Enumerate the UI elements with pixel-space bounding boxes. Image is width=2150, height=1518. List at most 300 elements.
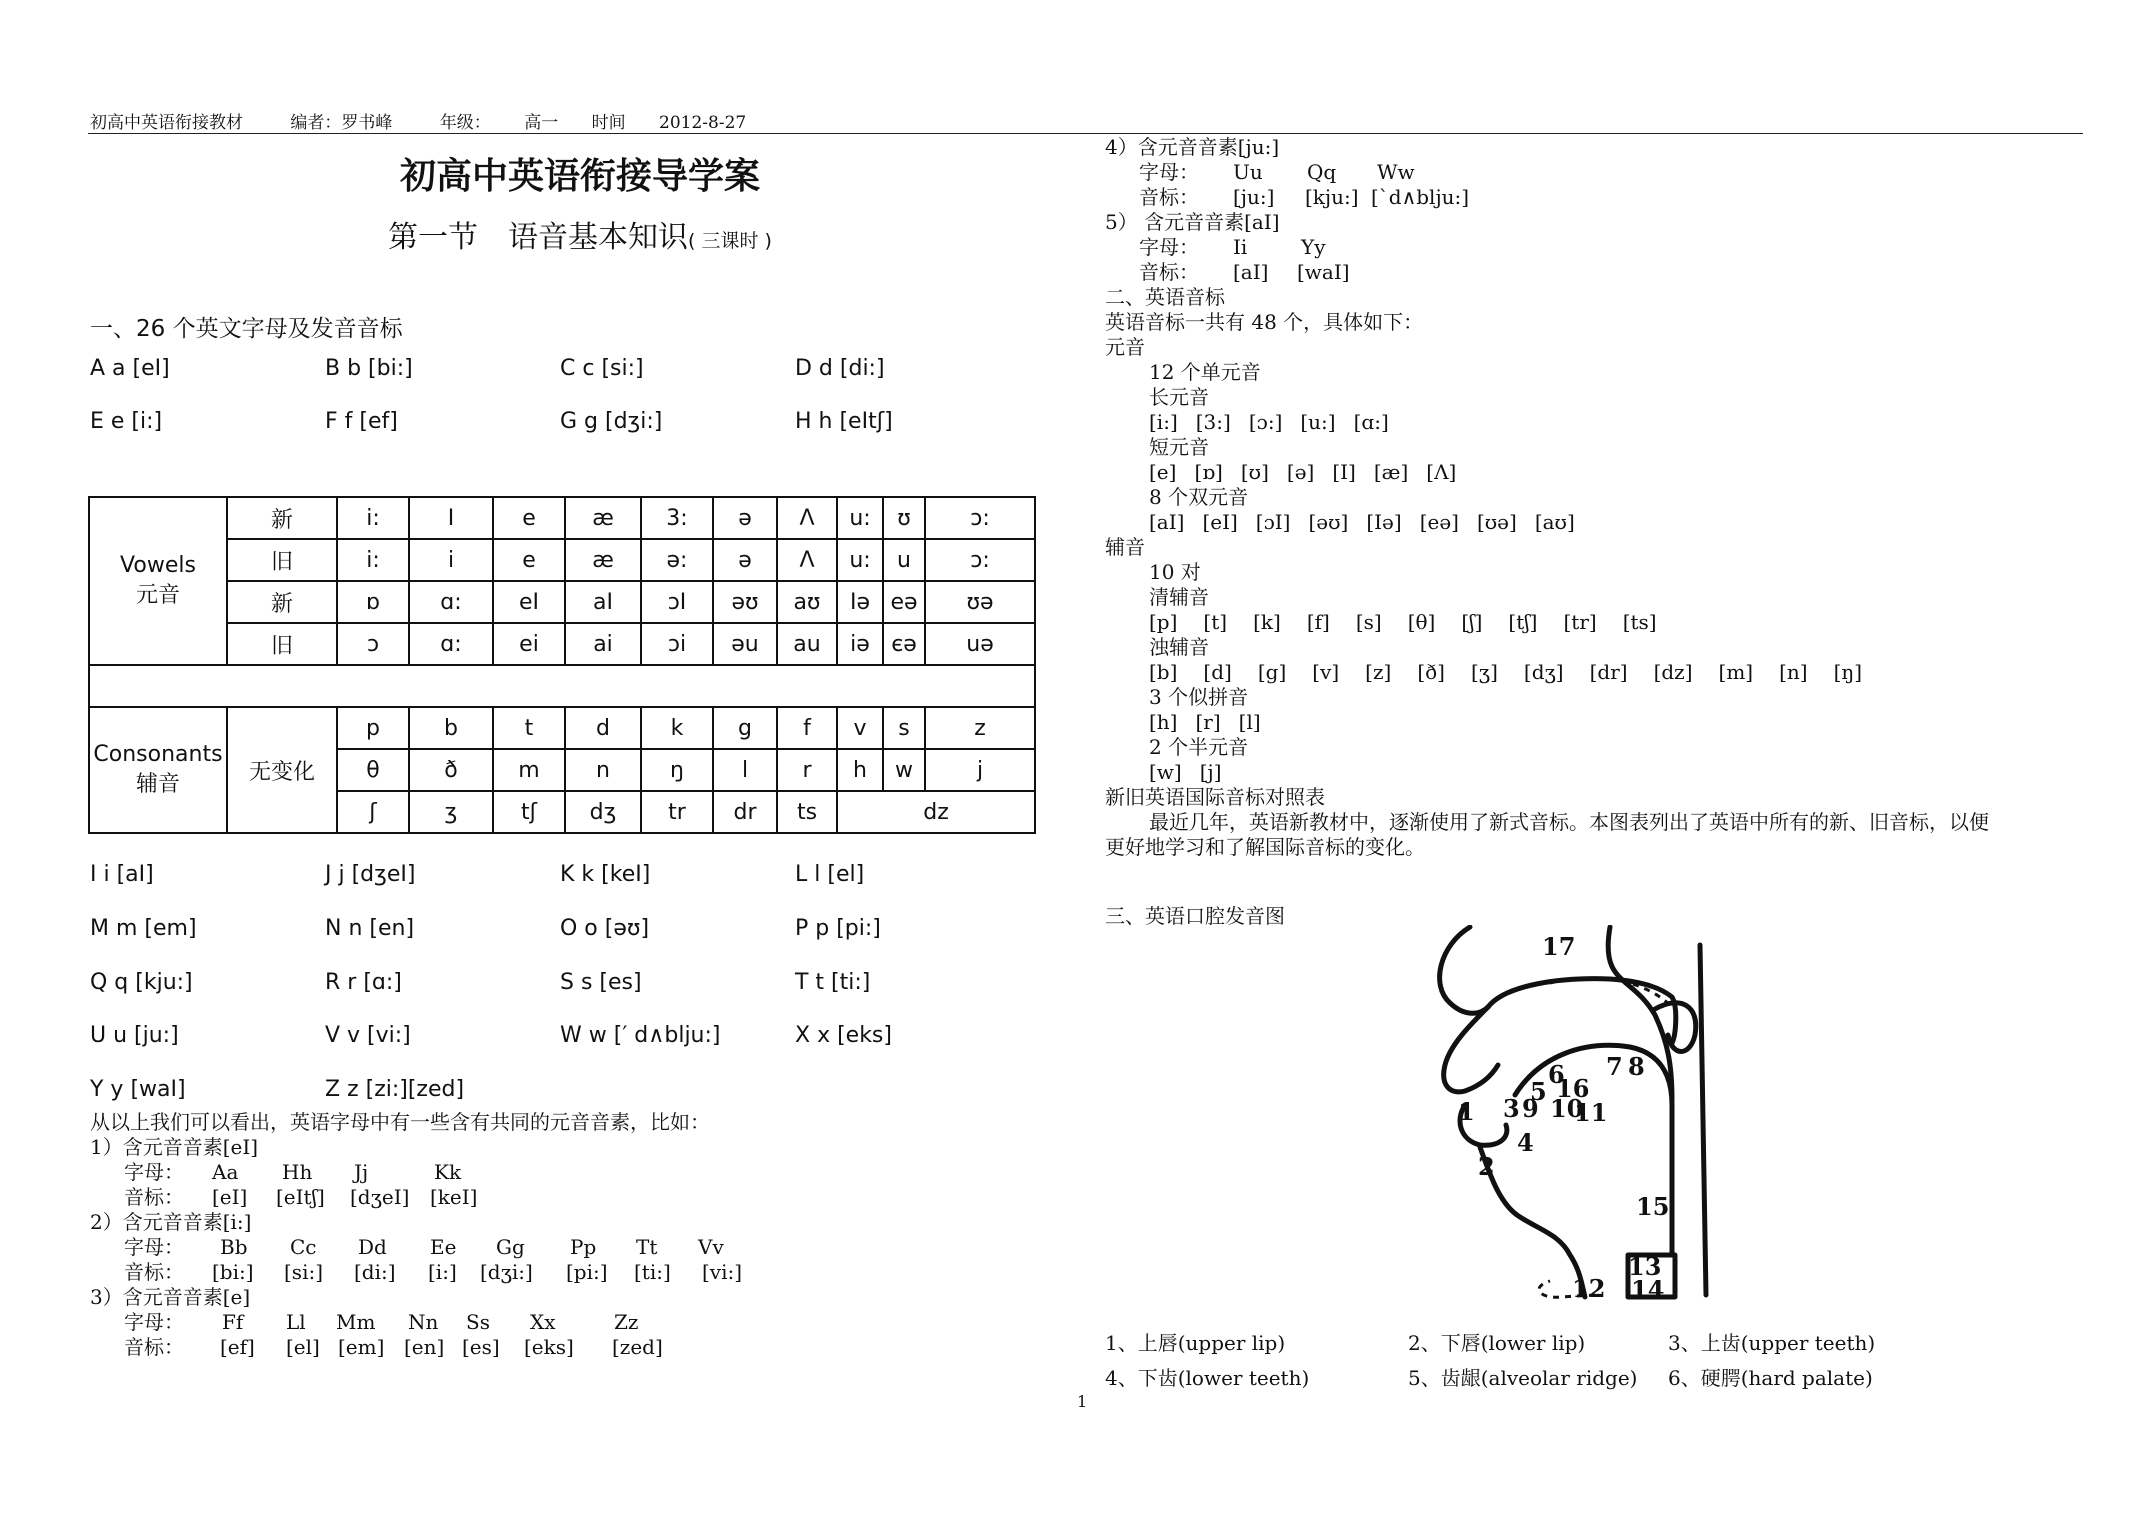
group-letters-row bbox=[1105, 160, 2105, 185]
consonants-zh: 辅音 bbox=[135, 772, 180, 797]
group-ipa-row bbox=[1105, 260, 2105, 285]
caption-item: 2、下唇(lower lip) bbox=[1408, 1331, 1586, 1355]
table-row bbox=[89, 539, 1035, 581]
ipa-symbol: [θ] bbox=[1407, 610, 1436, 634]
group-ipa: [eks] bbox=[524, 1335, 574, 1359]
ipa-symbol: [Λ] bbox=[1426, 460, 1457, 484]
ipa-symbol: [n] bbox=[1779, 660, 1808, 684]
caption-row bbox=[1105, 1362, 2105, 1388]
table-cell: ʒ bbox=[409, 791, 493, 833]
letter-item: Z z [zi:][zed] bbox=[325, 1077, 465, 1102]
table-cell: m bbox=[493, 749, 565, 791]
group-letter: Ss bbox=[466, 1310, 490, 1334]
table-row bbox=[89, 581, 1035, 623]
consonants-heading: 辅音 bbox=[1105, 535, 1145, 559]
ipa-symbol: [e] bbox=[1149, 460, 1177, 484]
letters-row bbox=[90, 970, 1030, 1004]
part2-heading: 二、英语音标 bbox=[1105, 285, 1225, 309]
header-book: 初高中英语衔接教材 bbox=[90, 113, 243, 133]
diagram-label-2: 2 bbox=[1478, 1152, 1495, 1181]
group-ipa: [el] bbox=[286, 1335, 320, 1359]
short-vowel-list bbox=[1105, 460, 2105, 485]
ipa-symbol: [aʊ] bbox=[1534, 510, 1575, 534]
diagram-label-12: 12 bbox=[1572, 1274, 1606, 1303]
ipa-symbol: [f] bbox=[1306, 610, 1330, 634]
group-letter: Dd bbox=[358, 1235, 387, 1259]
table-cell: aI bbox=[565, 581, 641, 623]
page-header bbox=[90, 108, 788, 133]
letter-item: X x [eks] bbox=[795, 1023, 892, 1048]
diphthong-list bbox=[1105, 510, 2105, 535]
table-cell: ə bbox=[713, 497, 777, 539]
group-letter: Ee bbox=[430, 1235, 457, 1259]
ipa-symbol: [ɒ] bbox=[1194, 460, 1223, 484]
letter-item: A a [eI] bbox=[90, 356, 170, 381]
table-cell: ɔ: bbox=[925, 539, 1035, 581]
table-cell: ei bbox=[493, 623, 565, 665]
header-time-label: 时间 bbox=[591, 113, 626, 133]
ipa-symbol: [ts] bbox=[1622, 610, 1657, 634]
table-cell: æ bbox=[565, 539, 641, 581]
upper-lip-line bbox=[1444, 1007, 1498, 1092]
group-ipa-row bbox=[90, 1185, 1030, 1210]
table-cell: eI bbox=[493, 581, 565, 623]
section-title-text: 第一节 语音基本知识 bbox=[388, 220, 689, 255]
ipa-symbol: [g] bbox=[1257, 660, 1287, 684]
table-cell: r bbox=[777, 749, 837, 791]
table-cell: dʒ bbox=[565, 791, 641, 833]
letter-item: J j [dʒeI] bbox=[325, 862, 416, 887]
table-row bbox=[89, 707, 1035, 749]
table-spacer-cell bbox=[89, 665, 1035, 707]
letters-row bbox=[90, 356, 1030, 390]
table-cell: ʊ bbox=[883, 497, 925, 539]
table-cell: ə: bbox=[641, 539, 713, 581]
letters-label: 字母： bbox=[1139, 160, 1199, 184]
table-cell: ɔ: bbox=[925, 497, 1035, 539]
ipa-symbol: [p] bbox=[1149, 610, 1178, 634]
letter-item: F f [ef] bbox=[325, 409, 398, 434]
letter-item: M m [em] bbox=[90, 916, 197, 941]
caption-item: 6、硬腭(hard palate) bbox=[1668, 1366, 1873, 1390]
letter-item: U u [ju:] bbox=[90, 1023, 179, 1048]
group-letter: Aa bbox=[212, 1160, 239, 1184]
letter-item: P p [pi:] bbox=[795, 916, 881, 941]
group-letter: Jj bbox=[354, 1160, 369, 1184]
group-letter: Hh bbox=[282, 1160, 313, 1184]
table-row bbox=[89, 623, 1035, 665]
group-ipa: [di:] bbox=[354, 1260, 396, 1284]
consonants-en: Consonants bbox=[93, 742, 223, 767]
ipa-label: 音标： bbox=[1139, 185, 1199, 209]
table-cell: tr bbox=[641, 791, 713, 833]
group-ipa: [zed] bbox=[612, 1335, 663, 1359]
table-cell: k bbox=[641, 707, 713, 749]
table-cell: n bbox=[565, 749, 641, 791]
table-cell: e bbox=[493, 497, 565, 539]
vowels-en: Vowels bbox=[120, 553, 196, 578]
group-ipa: [es] bbox=[462, 1335, 500, 1359]
table-cell: 3: bbox=[641, 497, 713, 539]
ipa-label: 音标： bbox=[1139, 260, 1199, 284]
document-title: 初高中英语衔接导学案 bbox=[399, 156, 760, 197]
ipa-symbol: [ɔ:] bbox=[1248, 410, 1283, 434]
letters-label: 字母： bbox=[1139, 235, 1199, 259]
ipa-symbol: [r] bbox=[1195, 710, 1221, 734]
header-grade: 高一 bbox=[524, 113, 559, 133]
voiced-list bbox=[1105, 660, 2105, 685]
ipa-symbol: [ʒ] bbox=[1470, 660, 1498, 684]
letters-row bbox=[90, 862, 1030, 896]
group-letter: Gg bbox=[496, 1235, 525, 1259]
ipa-symbol: [tr] bbox=[1563, 610, 1597, 634]
group-ipa-row bbox=[1105, 185, 2105, 210]
diagram-label-17: 17 bbox=[1542, 932, 1576, 961]
group-title: 2）含元音音素[i:] bbox=[90, 1210, 252, 1234]
diagram-label-1: 1 bbox=[1458, 1097, 1475, 1126]
ipa-symbol: [aI] bbox=[1149, 510, 1185, 534]
diagram-label-3: 3 bbox=[1503, 1094, 1520, 1123]
table-cell: Λ bbox=[777, 539, 837, 581]
table-cell: h bbox=[837, 749, 883, 791]
ipa-symbol: [ʊə] bbox=[1476, 510, 1517, 534]
semi-label: 2 个半元音 bbox=[1149, 735, 1249, 759]
table-cell: Λ bbox=[777, 497, 837, 539]
ipa-symbol: [ʊ] bbox=[1240, 460, 1269, 484]
letter-item: D d [di:] bbox=[795, 356, 885, 381]
compare-paragraph-line2: 更好地学习和了解国际音标的变化。 bbox=[1105, 835, 1425, 859]
table-spacer-row bbox=[89, 665, 1035, 707]
letter-item: S s [es] bbox=[560, 970, 642, 995]
group-ipa: [dʒi:] bbox=[480, 1260, 533, 1284]
table-cell: i bbox=[409, 539, 493, 581]
group-letter: Bb bbox=[220, 1235, 248, 1259]
notes-intro: 从以上我们可以看出，英语字母中有一些含有共同的元音音素，比如： bbox=[90, 1110, 710, 1134]
table-cell: ɑ: bbox=[409, 623, 493, 665]
ipa-symbol: [tʃ] bbox=[1508, 610, 1538, 634]
voiced-label: 浊辅音 bbox=[1149, 635, 1209, 659]
ipa-symbol: [ʃ] bbox=[1461, 610, 1483, 634]
caption-row bbox=[1105, 1327, 2105, 1353]
group-letters-row bbox=[90, 1235, 1030, 1260]
similar-label: 3 个似拼音 bbox=[1149, 685, 1249, 709]
group-letter: Xx bbox=[530, 1310, 556, 1334]
letter-item: G g [dʒi:] bbox=[560, 409, 663, 434]
letter-item: K k [keI] bbox=[560, 862, 651, 887]
letter-item: B b [bi:] bbox=[325, 356, 413, 381]
letters-label: 字母： bbox=[124, 1160, 184, 1184]
table-cell: tʃ bbox=[493, 791, 565, 833]
group-letter: Vv bbox=[698, 1235, 724, 1259]
group-ipa: [en] bbox=[404, 1335, 445, 1359]
diagram-label-14: 14 bbox=[1631, 1275, 1665, 1304]
similar-list bbox=[1105, 710, 2105, 735]
mono-label: 12 个单元音 bbox=[1149, 360, 1261, 384]
table-cell: au bbox=[777, 623, 837, 665]
group-ipa-row bbox=[90, 1335, 1030, 1360]
table-cell: s bbox=[883, 707, 925, 749]
group-ipa: [i:] bbox=[428, 1260, 457, 1284]
letter-item: W w [′ d∧blju:] bbox=[560, 1023, 721, 1048]
group-ipa: [eItʃ] bbox=[276, 1185, 325, 1209]
letter-item: V v [vi:] bbox=[325, 1023, 411, 1048]
ipa-symbol: [s] bbox=[1355, 610, 1382, 634]
diagram-label-11: 11 bbox=[1574, 1098, 1608, 1127]
ipa-symbol: [dr] bbox=[1589, 660, 1628, 684]
table-cell: Iə bbox=[837, 581, 883, 623]
ipa-symbol: [dz] bbox=[1653, 660, 1693, 684]
vowels-label-cell bbox=[89, 497, 227, 665]
group-title: 1）含元音音素[eI] bbox=[90, 1135, 259, 1159]
table-cell: ɑ: bbox=[409, 581, 493, 623]
group-letter: Cc bbox=[290, 1235, 317, 1259]
table-cell: єə bbox=[883, 623, 925, 665]
table-cell: u: bbox=[837, 497, 883, 539]
short-label: 短元音 bbox=[1149, 435, 1209, 459]
group-ipa: [ef] bbox=[220, 1335, 255, 1359]
group-letter: Nn bbox=[408, 1310, 439, 1334]
letter-item: H h [eItʃ] bbox=[795, 409, 893, 434]
ipa-label: 音标： bbox=[124, 1185, 184, 1209]
header-editor: 编者：罗书峰 bbox=[290, 113, 393, 133]
diagram-label-4: 4 bbox=[1517, 1128, 1534, 1157]
table-cell: θ bbox=[337, 749, 409, 791]
table-cell: t bbox=[493, 707, 565, 749]
nose-line bbox=[1440, 927, 1488, 1013]
part3-heading: 三、英语口腔发音图 bbox=[1105, 904, 1285, 928]
row-label-old: 旧 bbox=[227, 539, 337, 581]
table-cell: ŋ bbox=[641, 749, 713, 791]
chin-throat-line bbox=[1480, 1147, 1585, 1297]
group-letter: Ww bbox=[1377, 160, 1415, 184]
ipa-symbol: [ɑ:] bbox=[1353, 410, 1389, 434]
ipa-symbol: [v] bbox=[1312, 660, 1340, 684]
table-cell: u: bbox=[837, 539, 883, 581]
table-cell: ɒ bbox=[337, 581, 409, 623]
letters-row bbox=[90, 1023, 1030, 1057]
ipa-symbol: [ə] bbox=[1286, 460, 1315, 484]
letter-item: Y y [waI] bbox=[90, 1077, 186, 1102]
table-cell: əu bbox=[713, 623, 777, 665]
ipa-symbol: [eə] bbox=[1419, 510, 1459, 534]
vowels-heading: 元音 bbox=[1105, 335, 1145, 359]
page-number: 1 bbox=[1077, 1392, 1088, 1411]
table-row bbox=[89, 497, 1035, 539]
ipa-symbol: [m] bbox=[1718, 660, 1754, 684]
ipa-symbol: [dʒ] bbox=[1523, 660, 1564, 684]
table-cell: ʊə bbox=[925, 581, 1035, 623]
letter-item: R r [ɑ:] bbox=[325, 970, 402, 995]
ipa-comparison-table bbox=[88, 496, 1036, 834]
long-vowel-list bbox=[1105, 410, 2105, 435]
group-ipa: [vi:] bbox=[702, 1260, 743, 1284]
table-cell: eə bbox=[883, 581, 925, 623]
group-ipa: [ti:] bbox=[634, 1260, 671, 1284]
group-title: 5） 含元音音素[aI] bbox=[1105, 210, 1280, 234]
group-ipa: [si:] bbox=[284, 1260, 324, 1284]
row-label-old: 旧 bbox=[227, 623, 337, 665]
row-label-new: 新 bbox=[227, 581, 337, 623]
diagram-label-6: 6 bbox=[1548, 1060, 1565, 1089]
letter-item: N n [en] bbox=[325, 916, 415, 941]
table-cell: ɔ bbox=[337, 623, 409, 665]
letters-row bbox=[90, 409, 1030, 443]
group-letter: Tt bbox=[636, 1235, 658, 1259]
group-letter: Mm bbox=[336, 1310, 376, 1334]
ipa-symbol: [j] bbox=[1199, 760, 1222, 784]
table-cell: ə bbox=[713, 539, 777, 581]
group-ipa: [ju:] bbox=[1233, 185, 1275, 209]
table-cell: l bbox=[713, 749, 777, 791]
group-letter: Yy bbox=[1301, 235, 1326, 259]
table-cell: v bbox=[837, 707, 883, 749]
group-letters-row bbox=[90, 1310, 1030, 1335]
letter-item: C c [si:] bbox=[560, 356, 644, 381]
voiceless-list bbox=[1105, 610, 2105, 635]
pairs-label: 10 对 bbox=[1149, 560, 1201, 584]
group-ipa: [em] bbox=[338, 1335, 385, 1359]
table-cell: w bbox=[883, 749, 925, 791]
diagram-label-7: 7 bbox=[1606, 1052, 1623, 1081]
ipa-symbol: [Iə] bbox=[1366, 510, 1402, 534]
group-title: 4）含元音音素[ju:] bbox=[1105, 135, 1280, 159]
header-grade-label: 年级： bbox=[439, 113, 491, 133]
ipa-symbol: [t] bbox=[1203, 610, 1228, 634]
ipa-label: 音标： bbox=[124, 1335, 184, 1359]
table-cell: dz bbox=[837, 791, 1035, 833]
long-label: 长元音 bbox=[1149, 385, 1209, 409]
letter-item: L l [el] bbox=[795, 862, 865, 887]
table-cell: ɔi bbox=[641, 623, 713, 665]
table-cell: əʊ bbox=[713, 581, 777, 623]
spine-line bbox=[1700, 945, 1706, 1295]
table-cell: f bbox=[777, 707, 837, 749]
group-letter: Pp bbox=[570, 1235, 597, 1259]
diagram-label-5: 5 bbox=[1530, 1077, 1547, 1106]
diagram-label-10: 10 bbox=[1550, 1094, 1584, 1123]
ipa-symbol: [u:] bbox=[1300, 410, 1336, 434]
diagram-label-8: 8 bbox=[1628, 1052, 1645, 1081]
semi-list bbox=[1105, 760, 2105, 785]
ipa-symbol: [b] bbox=[1149, 660, 1178, 684]
ipa-symbol: [3:] bbox=[1195, 410, 1231, 434]
header-date: 2012-8-27 bbox=[659, 113, 747, 133]
group-letter: Uu bbox=[1233, 160, 1263, 184]
group-letter: Ff bbox=[222, 1310, 244, 1334]
table-cell: dr bbox=[713, 791, 777, 833]
group-ipa: [eI] bbox=[212, 1185, 248, 1209]
ipa-symbol: [ð] bbox=[1417, 660, 1445, 684]
ipa-symbol: [æ] bbox=[1373, 460, 1409, 484]
group-letter: Ii bbox=[1233, 235, 1248, 259]
letters-label: 字母： bbox=[124, 1310, 184, 1334]
no-change-cell: 无变化 bbox=[227, 707, 337, 833]
group-ipa: [aI] bbox=[1233, 260, 1269, 284]
table-cell: æ bbox=[565, 497, 641, 539]
diph-label: 8 个双元音 bbox=[1149, 485, 1249, 509]
letter-item: E e [i:] bbox=[90, 409, 163, 434]
letter-item: I i [aI] bbox=[90, 862, 154, 887]
group-ipa: [bi:] bbox=[212, 1260, 254, 1284]
section-title-small: ( 三课时 ) bbox=[688, 230, 772, 252]
letter-groups-notes bbox=[90, 1110, 1030, 1360]
ipa-symbol: [ɔI] bbox=[1255, 510, 1291, 534]
compare-title: 新旧英语国际音标对照表 bbox=[1105, 785, 1325, 809]
caption-item: 1、上唇(upper lip) bbox=[1105, 1331, 1286, 1355]
ipa-symbol: [l] bbox=[1238, 710, 1261, 734]
letter-item: T t [ti:] bbox=[795, 970, 871, 995]
group-letter: Ll bbox=[286, 1310, 306, 1334]
group-letters-row bbox=[90, 1160, 1030, 1185]
header-rule bbox=[88, 133, 2083, 134]
caption-item: 4、下齿(lower teeth) bbox=[1105, 1366, 1310, 1390]
diagram-label-15: 15 bbox=[1636, 1192, 1670, 1221]
ipa-symbol: [əʊ] bbox=[1308, 510, 1349, 534]
diagram-label-16: 16 bbox=[1556, 1074, 1590, 1103]
table-cell: e bbox=[493, 539, 565, 581]
caption-item: 3、上齿(upper teeth) bbox=[1668, 1331, 1876, 1355]
compare-paragraph-line1: 最近几年，英语新教材中，逐渐使用了新式音标。本图表列出了英语中所有的新、旧音标，以便 bbox=[1149, 810, 1989, 834]
group-ipa: [kju:] bbox=[1305, 185, 1359, 209]
table-cell: i: bbox=[337, 497, 409, 539]
table-cell: j bbox=[925, 749, 1035, 791]
group-ipa: [`d∧blju:] bbox=[1371, 185, 1470, 209]
ipa-symbol: [i:] bbox=[1149, 410, 1178, 434]
section-title bbox=[300, 212, 860, 256]
letter-item: O o [əʊ] bbox=[560, 916, 650, 941]
ipa-symbol: [z] bbox=[1365, 660, 1392, 684]
oral-cavity-diagram bbox=[1410, 925, 1770, 1305]
letter-item: Q q [kju:] bbox=[90, 970, 193, 995]
table-cell: p bbox=[337, 707, 409, 749]
group-letters-row bbox=[1105, 235, 2105, 260]
table-cell: ɔI bbox=[641, 581, 713, 623]
caption-item: 5、齿龈(alveolar ridge) bbox=[1408, 1366, 1638, 1390]
ipa-symbol: [k] bbox=[1253, 610, 1281, 634]
table-cell: z bbox=[925, 707, 1035, 749]
ipa-symbol: [w] bbox=[1149, 760, 1182, 784]
group-ipa: [waI] bbox=[1297, 260, 1350, 284]
row-label-new: 新 bbox=[227, 497, 337, 539]
table-cell: ʃ bbox=[337, 791, 409, 833]
right-column bbox=[1105, 135, 2105, 860]
vowels-zh: 元音 bbox=[135, 583, 180, 608]
table-cell: ai bbox=[565, 623, 641, 665]
table-cell: ð bbox=[409, 749, 493, 791]
table-cell: I bbox=[409, 497, 493, 539]
table-cell: g bbox=[713, 707, 777, 749]
part1-heading: 一、26 个英文字母及发音音标 bbox=[90, 316, 403, 342]
diagram-label-9: 9 bbox=[1522, 1094, 1539, 1123]
letters-row bbox=[90, 1077, 1030, 1111]
table-cell: ts bbox=[777, 791, 837, 833]
table-cell: b bbox=[409, 707, 493, 749]
table-cell: uə bbox=[925, 623, 1035, 665]
ipa-symbol: [I] bbox=[1332, 460, 1356, 484]
table-cell: d bbox=[565, 707, 641, 749]
group-ipa: [dʒeI] bbox=[350, 1185, 410, 1209]
diagram-label-13: 13 bbox=[1628, 1252, 1662, 1281]
ipa-label: 音标： bbox=[124, 1260, 184, 1284]
ipa-symbol: [ŋ] bbox=[1833, 660, 1863, 684]
voiceless-label: 清辅音 bbox=[1149, 585, 1209, 609]
table-cell: iə bbox=[837, 623, 883, 665]
group-ipa: [pi:] bbox=[566, 1260, 608, 1284]
group-title: 3）含元音音素[e] bbox=[90, 1285, 251, 1309]
table-cell: i: bbox=[337, 539, 409, 581]
letters-label: 字母： bbox=[124, 1235, 184, 1259]
table-cell: u bbox=[883, 539, 925, 581]
